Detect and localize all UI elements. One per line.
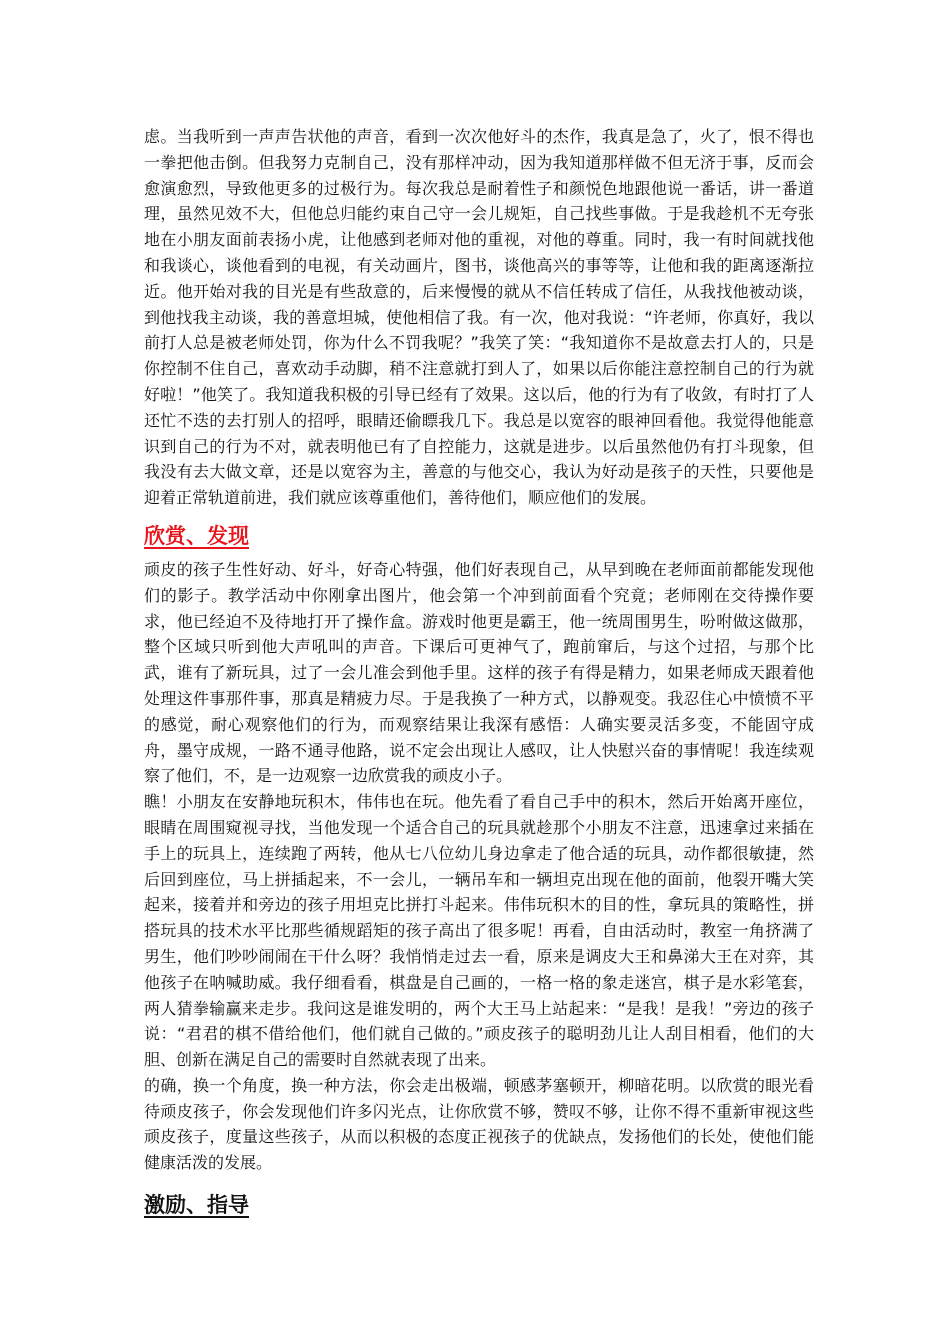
section-heading-encourage-guide: 激励、指导: [144, 1193, 249, 1218]
document-page: [144, 124, 814, 1226]
paragraph-2: 顽皮的孩子生性好动、好斗，好奇心特强，他们好表现自己，从早到晚在老师面前都能发现他们的影子。教学活动中你刚拿出图片，他会第一个冲到前面看个究竟；老师刚在交待操作要求，他已经迫不及待地打开了操作盒。游戏时他更是霸王，他一统周围男生，吩咐做这做那，整个区域只听到他大声吼叫的声音。下课后可更神气了，跑前窜后，与这个过招，与那个比武，谁有了新玩具，过了一会儿准会到他手里。这样的孩子有得是精力，如果老师成天跟着他处理这件事那件事，那真是精疲力尽。于是我换了一种方式，以静观变。我忍住心中愤愤不平的感觉，耐心观察他们的行为，而观察结果让我深有感悟：人确实要灵活多变，不能固守成舟，墨守成规，一路不通寻他路，说不定会出现让人感叹，让人快慰兴奋的事情呢！我连续观察了他们，不，是一边观察一边欣赏我的顽皮小子。: [144, 559, 814, 786]
paragraph-3: 瞧！小朋友在安静地玩积木，伟伟也在玩。他先看了看自己手中的积木，然后开始离开座位，眼睛在周围窥视寻找，当他发现一个适合自己的玩具就趁那个小朋友不注意，迅速拿过来插在手上的玩具上，连续跑了两转，他从七八位幼儿身边拿走了他合适的玩具，动作都很敏捷，然后回到座位，马上拼插起来，不一会儿，一辆吊车和一辆坦克出现在他的面前，他裂开嘴大笑起来，接着并和旁边的孩子用坦克比拼打斗起来。伟伟玩积木的目的性，拿玩具的策略性，拼搭玩具的技术水平比那些循规蹈矩的孩子高出了很多呢！再看，自由活动时，教室一角挤满了男生，他们吵吵闹闹在干什么呀？我悄悄走过去一看，原来是调皮大王和鼻涕大王在对弈，其他孩子在呐喊助威。我仔细看看，棋盘是自己画的，一格一格的象走迷宫，棋子是水彩笔套，两人猜拳输赢来走步。我问这是谁发明的，两个大王马上站起来：“是我！是我！”旁边的孩子说：“君君的棋不借给他们，他们就自己做的。”顽皮孩子的聪明劲儿让人刮目相看，他们的大胆、创新在满足自己的需要时自然就表现了出来。: [144, 792, 814, 1070]
paragraph-1: 虑。当我听到一声声告状他的声音，看到一次次他好斗的杰作，我真是急了，火了，恨不得也一拳把他击倒。但我努力克制自己，没有那样冲动，因为我知道那样做不但无济于事，反而会愈演愈烈，导致他更多的过极行为。每次我总是耐着性子和颜悦色地跟他说一番话，讲一番道理，虽然见效不大，但他总归能约束自己守一会儿规矩，自己找些事做。于是我趁机不无夸张地在小朋友面前表扬小虎，让他感到老师对他的重视，对他的尊重。同时，我一有时间就找他和我谈心，谈他看到的电视，有关动画片，图书，谈他高兴的事等等，让他和我的距离逐渐拉近。他开始对我的目光是有些敌意的，后来慢慢的就从不信任转成了信任，从我找他被动谈，到他找我主动谈，我的善意坦城，使他相信了我。有一次，他对我说：“许老师，你真好，我以前打人总是被老师处罚，你为什么不罚我呢？”我笑了笑：“我知道你不是故意去打人的，只是你控制不住自己，喜欢动手动脚，稍不注意就打到人了，如果以后你能注意控制自己的行为就好啦！”他笑了。我知道我积极的引导已经有了效果。这以后，他的行为有了收敛，有时打了人还忙不迭的去打别人的招呼，眼睛还偷瞟我几下。我总是以宽容的眼神回看他。我觉得他能意识到自己的行为不对，就表明他已有了自控能力，这就是进步。以后虽然他仍有打斗现象，但我没有去大做文章，还是以宽容为主，善意的与他交心，我认为好动是孩子的天性，只要他是迎着正常轨道前进，我们就应该尊重他们，善待他们，顺应他们的发展。: [144, 127, 814, 508]
paragraph-4: 的确，换一个角度，换一种方法，你会走出极端，顿感茅塞顿开，柳暗花明。以欣赏的眼光看待顽皮孩子，你会发现他们许多闪光点，让你欣赏不够，赞叹不够，让你不得不重新审视这些顽皮孩子，度量这些孩子，从而以积极的态度正视孩子的优缺点，发扬他们的长处，使他们能健康活泼的发展。: [144, 1075, 814, 1173]
section-heading-appreciate-discover: 欣赏、发现: [144, 523, 249, 548]
